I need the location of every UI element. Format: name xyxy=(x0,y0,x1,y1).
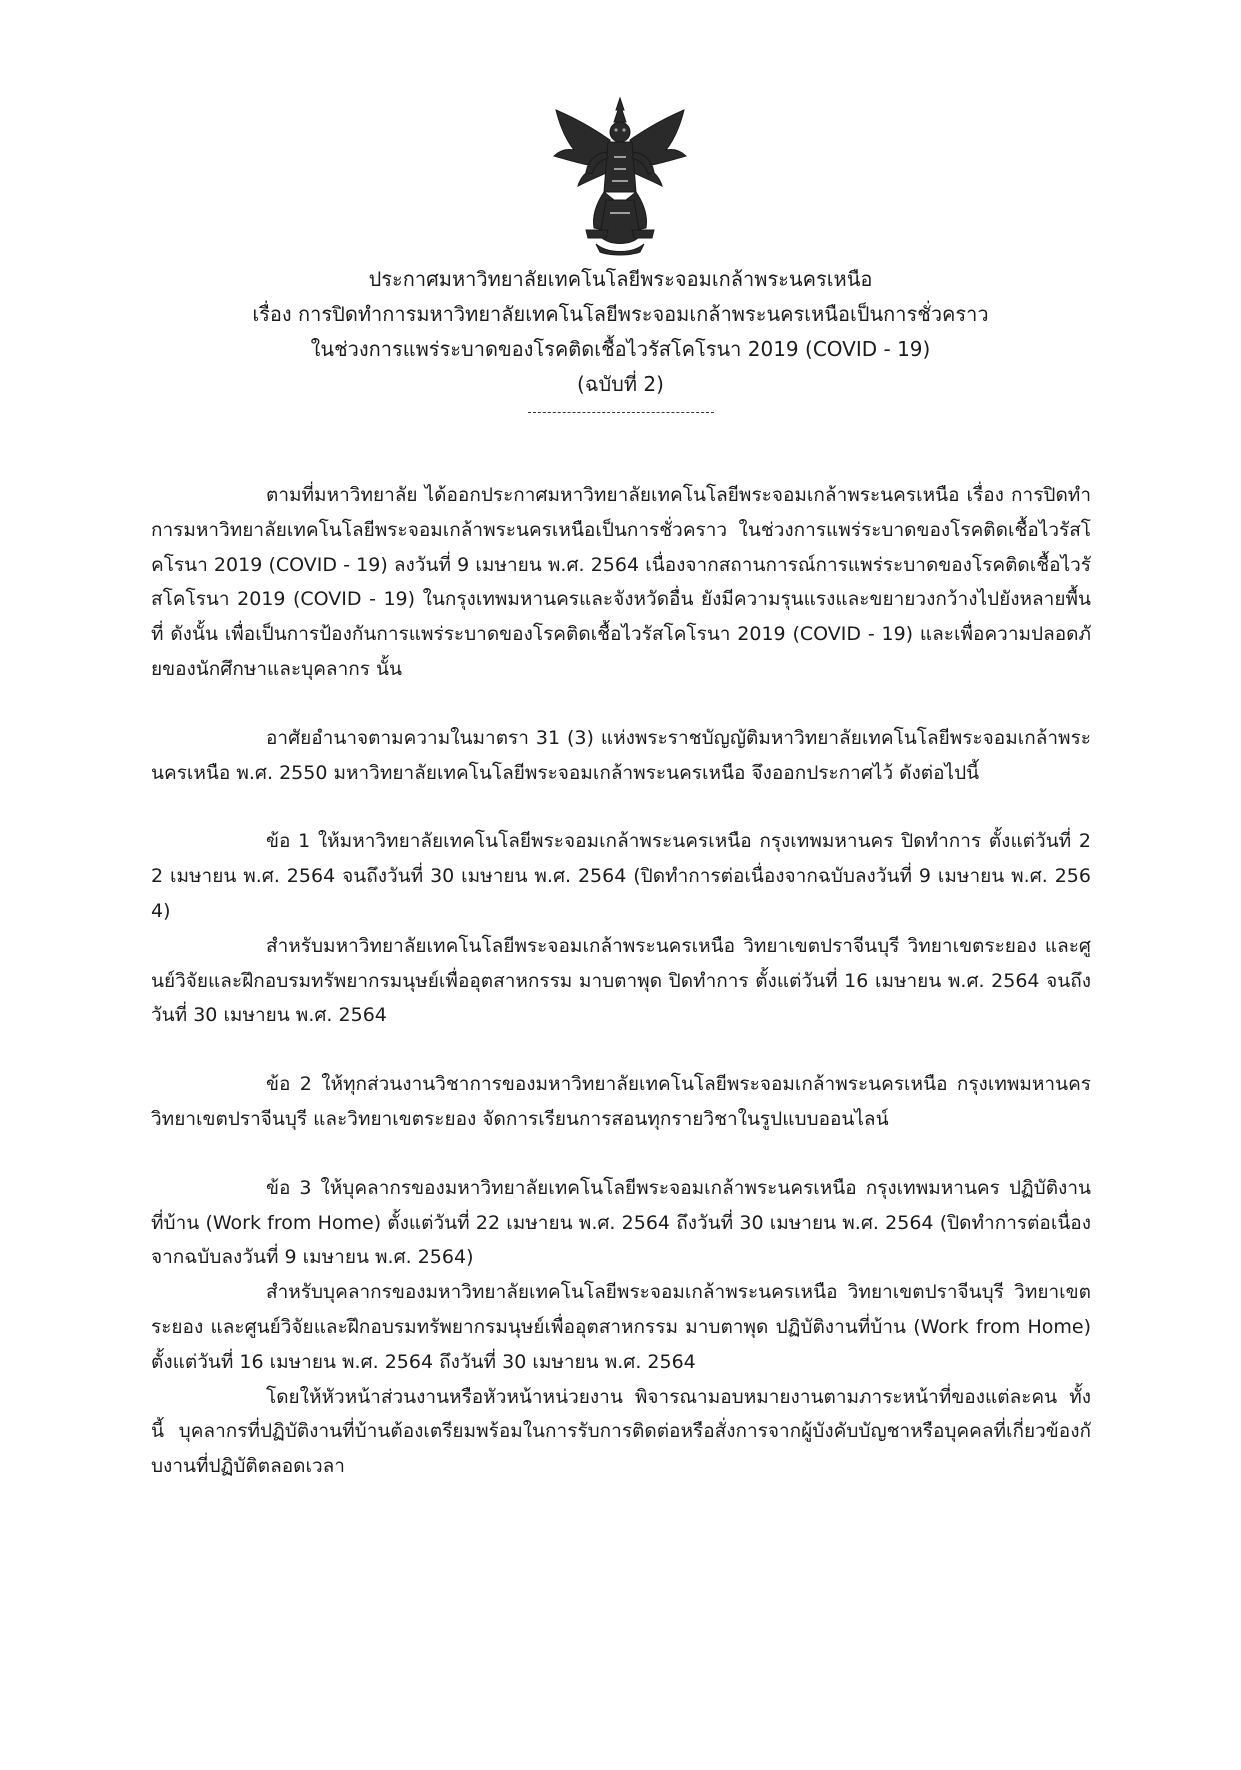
paragraph-clause-3b: สำหรับบุคลากรของมหาวิทยาลัยเทคโนโลยีพระจอมเกล้าพระนครเหนือ วิทยาเขตปราจีนบุรี วิทยาเขตระยอง และศูนย์วิจัยและฝึกอบรมทรัพยากรมนุษย์เพื่ออุตสาหกรรม มาบตาพุด ปฏิบัติงานที่บ้าน (Work from Home) ตั้งแต่วันที่ 16 เมษายน พ.ศ. 2564 ถึงวันที่ 30 เมษายน พ.ศ. 2564 xyxy=(151,1281,1091,1373)
announcement-issuer: ประกาศมหาวิทยาลัยเทคโนโลยีพระจอมเกล้าพระนครเหนือ xyxy=(368,267,873,291)
garuda-emblem-icon xyxy=(550,96,690,256)
paragraph-clause-3c: โดยให้หัวหน้าส่วนงานหรือหัวหน้าหน่วยงาน พิจารณามอบหมายงานตามภาระหน้าที่ของแต่ละคน ทั้งนี้ บุคลากรที่ปฏิบัติงานที่บ้านต้องเตรียมพร้อมในการรับการติดต่อหรือสั่งการจากผู้บังคับบัญชาหรือบุคคลที่เกี่ยวข้องกับงานที่ปฏิบัติตลอดเวลา xyxy=(151,1385,1091,1478)
announcement-subject: เรื่อง การปิดทำการมหาวิทยาลัยเทคโนโลยีพระจอมเกล้าพระนครเหนือเป็นการชั่วคราว xyxy=(252,302,989,326)
announcement-subject-cont: ในช่วงการแพร่ระบาดของโรคติดเชื้อไวรัสโคโรนา 2019 (COVID - 19) xyxy=(310,337,931,361)
paragraph-clause-2: ข้อ 2 ให้ทุกส่วนงานวิชาการของมหาวิทยาลัยเทคโนโลยีพระจอมเกล้าพระนครเหนือ กรุงเทพมหานคร วิทยาเขตปราจีนบุรี และวิทยาเขตระยอง จัดการเรียนการสอนทุกรายวิชาในรูปแบบออนไลน์ xyxy=(151,1073,1091,1130)
paragraph-clause-1: ข้อ 1 ให้มหาวิทยาลัยเทคโนโลยีพระจอมเกล้าพระนครเหนือ กรุงเทพมหานคร ปิดทำการ ตั้งแต่วันที่ 22 เมษายน พ.ศ. 2564 จนถึงวันที่ 30 เมษายน พ.ศ. 2564 (ปิดทำการต่อเนื่องจากฉบับลงวันที่ 9 เมษายน พ.ศ. 2564) xyxy=(151,830,1091,922)
paragraph-clause-3: ข้อ 3 ให้บุคลากรของมหาวิทยาลัยเทคโนโลยีพระจอมเกล้าพระนครเหนือ กรุงเทพมหานคร ปฏิบัติงานที่บ้าน (Work from Home) ตั้งแต่วันที่ 22 เมษายน พ.ศ. 2564 ถึงวันที่ 30 เมษายน พ.ศ. 2564 (ปิดทำการต่อเนื่องจากฉบับลงวันที่ 9 เมษายน พ.ศ. 2564) xyxy=(151,1176,1091,1269)
paragraph-intro: ตามที่มหาวิทยาลัย ได้ออกประกาศมหาวิทยาลัยเทคโนโลยีพระจอมเกล้าพระนครเหนือ เรื่อง การปิดทำการมหาวิทยาลัยเทคโนโลยีพระจอมเกล้าพระนครเหนือเป็นการชั่วคราว ในช่วงการแพร่ระบาดของโรคติดเชื้อไวรัสโคโรนา 2019 (COVID - 19) ลงวันที่ 9 เมษายน พ.ศ. 2564 เนื่องจากสถานการณ์การแพร่ระบาดของโรคติดเชื้อไวรัสโคโรนา 2019 (COVID - 19) ในกรุงเทพมหานครและจังหวัดอื่น ยังมีความรุนแรงและขยายวงกว้างไปยังหลายพื้นที่ ดังนั้น เพื่อเป็นการป้องกันการแพร่ระบาดของโรคติดเชื้อไวรัสโคโรนา 2019 (COVID - 19) และเพื่อความปลอดภัยของนักศึกษาและบุคลากร นั้น xyxy=(151,484,1091,680)
announcement-body xyxy=(151,478,1091,1484)
paragraph-clause-1b: สำหรับมหาวิทยาลัยเทคโนโลยีพระจอมเกล้าพระนครเหนือ วิทยาเขตปราจีนบุรี วิทยาเขตระยอง และศูนย์วิจัยและฝึกอบรมทรัพยากรมนุษย์เพื่ออุตสาหกรรม มาบตาพุด ปิดทำการ ตั้งแต่วันที่ 16 เมษายน พ.ศ. 2564 จนถึงวันที่ 30 เมษายน พ.ศ. 2564 xyxy=(151,934,1091,1027)
paragraph-authority: อาศัยอำนาจตามความในมาตรา 31 (3) แห่งพระราชบัญญัติมหาวิทยาลัยเทคโนโลยีพระจอมเกล้าพระนครเหนือ พ.ศ. 2550 มหาวิทยาลัยเทคโนโลยีพระจอมเกล้าพระนครเหนือ จึงออกประกาศไว้ ดังต่อไปนี้ xyxy=(151,726,1091,784)
announcement-header xyxy=(150,262,1091,402)
header-divider xyxy=(528,412,714,413)
announcement-edition: (ฉบับที่ 2) xyxy=(577,372,664,396)
